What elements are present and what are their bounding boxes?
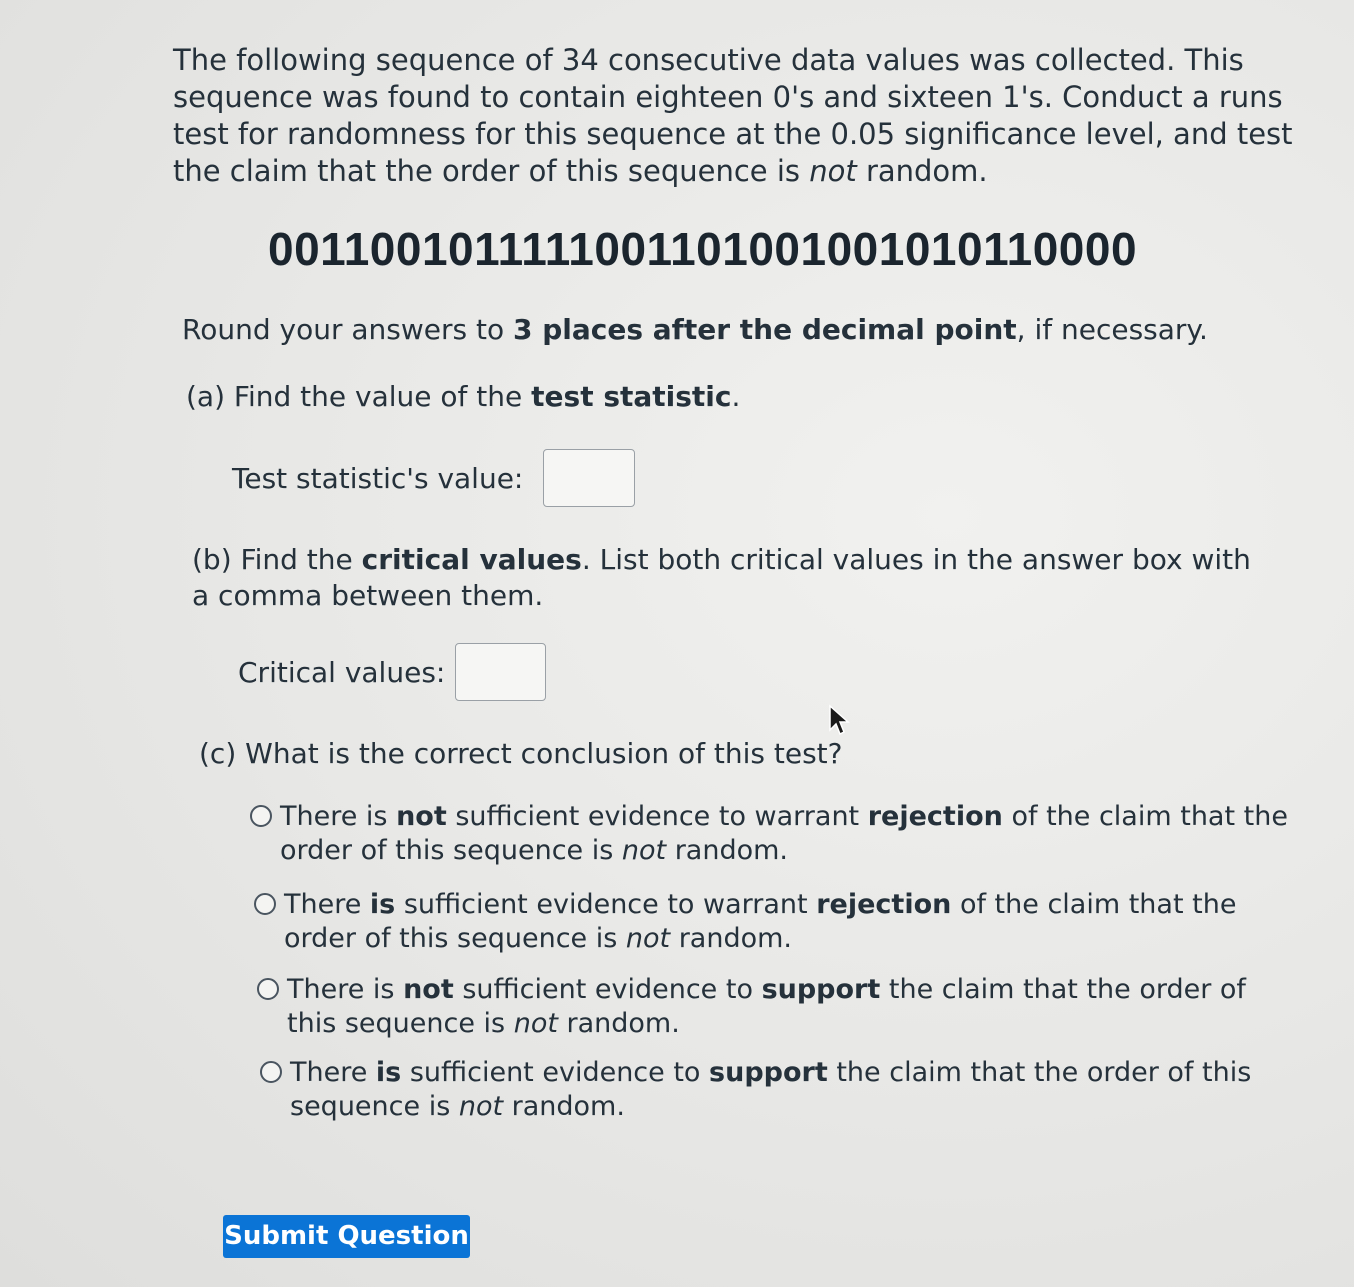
rounding-instruction: Round your answers to 3 places after the decimal point, if necessary. (182, 313, 1208, 346)
problem-statement: The following sequence of 34 consecutive data values was collected. This sequence was found to contain eighteen 0's and sixteen 1's. Conduct a runs test for randomness for this sequence at the 0.05 significance level, and test the claim that the order of this sequence is not random. (173, 43, 1293, 188)
critical-values-row (238, 643, 546, 701)
conclusion-option-3[interactable]: There is not sufficient evidence to support the claim that the order of this sequence is not random. (257, 973, 1297, 1041)
critical-values-label: Critical values: (238, 655, 446, 689)
radio-button[interactable] (260, 1061, 282, 1083)
data-sequence: 0011001011111001101001001010110000 (268, 223, 1138, 275)
conclusion-option-4[interactable]: There is sufficient evidence to support the claim that the order of this sequence is not random. (260, 1056, 1300, 1124)
part-c-question: (c) What is the correct conclusion of this test? (199, 737, 843, 770)
mouse-pointer-icon (828, 704, 850, 738)
test-statistic-label: Test statistic's value: (232, 461, 524, 495)
part-b-question: (b) Find the critical values. List both critical values in the answer box with a comma between them. (192, 543, 1251, 612)
conclusion-option-1[interactable]: There is not sufficient evidence to warrant rejection of the claim that the order of this sequence is not random. (250, 800, 1290, 868)
submit-question-button[interactable]: Submit Question (223, 1215, 470, 1258)
radio-button[interactable] (257, 978, 279, 1000)
conclusion-option-2[interactable]: There is sufficient evidence to warrant rejection of the claim that the order of this sequence is not random. (254, 888, 1294, 956)
test-statistic-row (232, 449, 635, 507)
critical-values-input[interactable] (455, 643, 546, 701)
test-statistic-input[interactable] (543, 449, 635, 507)
radio-button[interactable] (250, 805, 272, 827)
part-a-question: (a) Find the value of the test statistic. (186, 380, 741, 413)
radio-button[interactable] (254, 893, 276, 915)
